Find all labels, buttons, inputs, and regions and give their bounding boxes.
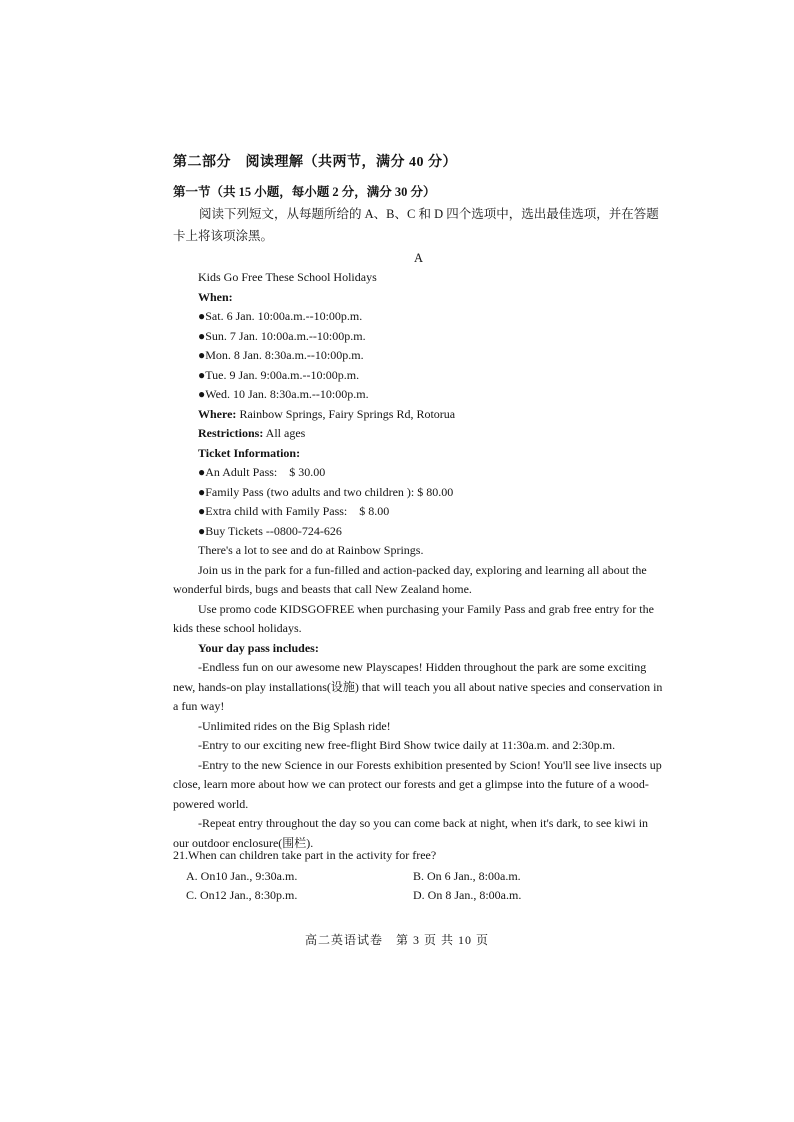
where-label: Where: <box>198 406 237 421</box>
where-line <box>173 405 667 425</box>
paragraph: -Entry to the new Science in our Forests exhibition presented by Scion! You'll see live insects up close, learn more about how we can protect our forests and get a glimpse into the future of a wood-powered world. <box>173 757 662 811</box>
restrictions-line <box>173 424 667 444</box>
when-label: When: <box>198 289 233 304</box>
ticket-item: ●Buy Tickets --0800-724-626 <box>198 523 342 538</box>
schedule-item: ●Sat. 6 Jan. 10:00a.m.--10:00p.m. <box>198 309 363 323</box>
restrictions-value: All ages <box>265 426 306 440</box>
passage-body <box>173 268 667 853</box>
instructions: 阅读下列短文，从每题所给的 A、B、C 和 D 四个选项中，选出最佳选项，并在答题卡上将该项涂黑。 <box>173 207 659 243</box>
paragraph: There's a lot to see and do at Rainbow Springs. <box>198 543 424 557</box>
subsection-heading: 第一节（共 15 小题，每小题 2 分，满分 30 分） <box>173 185 436 199</box>
includes-label: Your day pass includes: <box>198 640 319 655</box>
ticket-item: ●Extra child with Family Pass: $ 8.00 <box>198 504 390 518</box>
option-b: B. On 6 Jan., 8:00a.m. <box>413 869 521 883</box>
option-d: D. On 8 Jan., 8:00a.m. <box>413 888 522 902</box>
schedule-item: ●Sun. 7 Jan. 10:00a.m.--10:00p.m. <box>198 328 366 343</box>
paragraph: -Entry to our exciting new free-flight Bird Show twice daily at 11:30a.m. and 2:30p.m. <box>198 738 616 752</box>
paragraph: Use promo code KIDSGOFREE when purchasing your Family Pass and grab free entry for the kids these school holidays. <box>173 601 654 635</box>
ticket-item: ●Family Pass (two adults and two children ): $ 80.00 <box>198 484 454 499</box>
paragraph: -Unlimited rides on the Big Splash ride! <box>198 718 391 733</box>
passage-title: Kids Go Free These School Holidays <box>198 270 377 284</box>
passage-label: A <box>414 251 424 265</box>
question-21: 21.When can children take part in the activity for free? <box>173 848 437 862</box>
ticket-info-label: Ticket Information: <box>198 445 301 460</box>
section-heading: 第二部分 阅读理解（共两节，满分 40 分） <box>173 155 457 170</box>
paragraph: Join us in the park for a fun-filled and action-packed day, exploring and learning all about the wonderful birds, bugs and beasts that call New Zealand home. <box>173 562 647 596</box>
option-c: C. On12 Jan., 8:30p.m. <box>186 888 298 902</box>
schedule-item: ●Tue. 9 Jan. 9:00a.m.--10:00p.m. <box>198 367 360 382</box>
option-a: A. On10 Jan., 9:30a.m. <box>186 869 298 883</box>
where-value: Rainbow Springs, Fairy Springs Rd, Rotorua <box>239 406 456 421</box>
page-footer: 高二英语试卷 第 3 页 共 10 页 <box>304 933 489 947</box>
schedule-item: ●Mon. 8 Jan. 8:30a.m.--10:00p.m. <box>198 348 364 362</box>
paragraph: -Repeat entry throughout the day so you can come back at night, when it's dark, to see kiwi in our outdoor enclosure(围栏). <box>173 816 649 850</box>
ticket-item: ●An Adult Pass: $ 30.00 <box>198 465 326 479</box>
paragraph: -Endless fun on our awesome new Playscapes! Hidden throughout the park are some exciting new, hands-on play installations(设施) that will teach you all about native species and conservation in a fun way! <box>173 660 663 713</box>
schedule-item: ●Wed. 10 Jan. 8:30a.m.--10:00p.m. <box>198 387 369 401</box>
restrictions-label: Restrictions: <box>198 426 264 440</box>
